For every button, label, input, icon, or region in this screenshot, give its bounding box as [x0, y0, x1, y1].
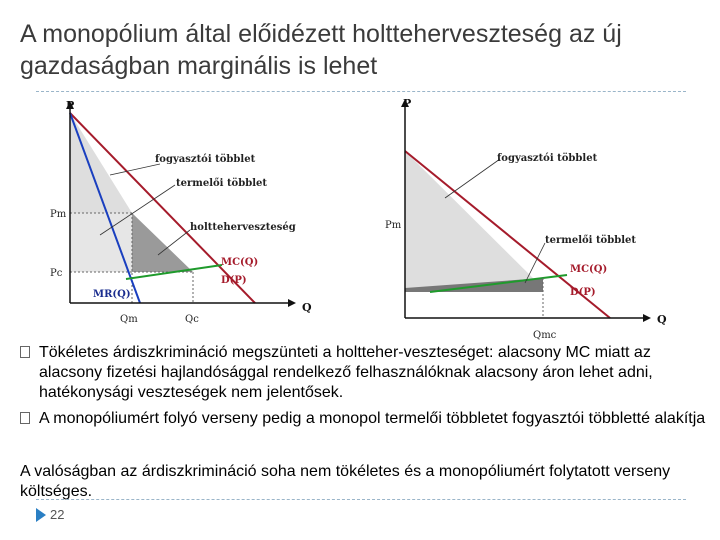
- body-paragraph: A valóságban az árdiszkrimináció soha nem tökéletes és a monopóliumért folytatott verseny költséges.: [20, 463, 671, 500]
- left-deadweight-loss-label: holtteherveszteség: [190, 222, 296, 233]
- bullet-item-2: [20, 409, 712, 429]
- left-x-arrow-icon: [288, 299, 296, 307]
- left-diagram: [40, 95, 330, 335]
- left-pointer-cs: [110, 164, 160, 175]
- left-qm-label: Qm: [120, 314, 138, 325]
- top-divider: [36, 91, 686, 92]
- left-producer-surplus-label: termelői többlet: [176, 178, 267, 189]
- left-diagram-svg: [40, 95, 330, 335]
- left-producer-surplus-area: [70, 213, 132, 272]
- slide-title: [20, 18, 710, 82]
- bullet-text-1: Tökéletes árdiszkrimináció megszünteti a holtteher-veszteséget: alacsony MC miatt az alacsony fizetési hajlandósággal rendelkező felhasználóknak alacsony áron lehet adni, hatékonysági veszteségek nem jelentősek.: [39, 344, 653, 401]
- bottom-divider: [36, 499, 686, 500]
- right-mc-label: MC(Q): [570, 264, 608, 275]
- left-deadweight-loss-area: [132, 213, 193, 272]
- right-x-arrow-icon: [643, 314, 651, 322]
- right-diagram-svg: [375, 93, 685, 343]
- right-qmc-label: Qmc: [533, 330, 557, 341]
- page-number: 22: [50, 507, 65, 522]
- left-pointer-dwl: [158, 230, 190, 255]
- left-pm-label: Pm: [50, 209, 67, 220]
- right-diagram: [375, 93, 685, 343]
- right-pm-label: Pm: [385, 220, 402, 231]
- bullet-box-icon: [20, 412, 30, 424]
- right-consumer-surplus-label: fogyasztói többlet: [497, 153, 598, 164]
- left-pc-label: Pc: [50, 268, 63, 279]
- right-pointer-cs: [445, 159, 500, 198]
- left-mr-label: MR(Q): [93, 289, 131, 300]
- bullet-list: [20, 343, 712, 435]
- left-y-axis-label: P: [66, 99, 75, 112]
- bullet-item-1: [20, 343, 712, 403]
- right-consumer-surplus-area: [405, 151, 543, 288]
- left-qc-label: Qc: [185, 314, 199, 325]
- right-x-axis-label: Q: [657, 313, 667, 326]
- play-arrow-icon: [36, 508, 46, 522]
- left-demand-label: D(P): [221, 275, 247, 286]
- title-line-1: A monopólium által előidézett holtteherveszteség az új: [20, 20, 622, 48]
- right-demand-label: D(P): [570, 287, 596, 298]
- bullet-box-icon: [20, 346, 30, 358]
- right-producer-surplus-label: termelői többlet: [545, 235, 636, 246]
- left-mc-label: MC(Q): [221, 257, 259, 268]
- left-x-axis-label: Q: [302, 301, 312, 314]
- left-consumer-surplus-label: fogyasztói többlet: [155, 154, 256, 165]
- bullet-text-2: A monopóliumért folyó verseny pedig a monopol termelői többletet fogyasztói többletté alakítja: [39, 410, 706, 427]
- title-line-2: gazdaságban marginális is lehet: [20, 52, 378, 80]
- right-y-axis-label: P: [403, 97, 412, 110]
